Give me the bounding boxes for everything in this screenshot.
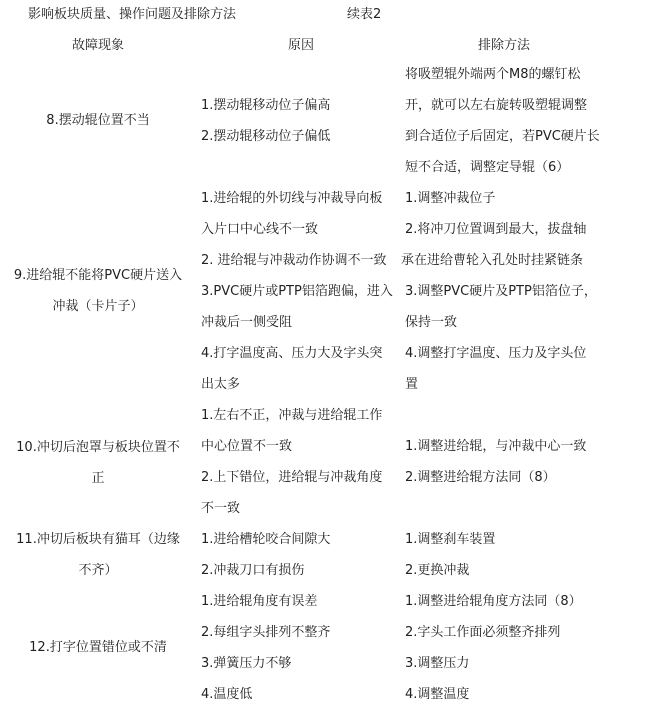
row-10-cause-4: 不一致 <box>201 501 241 516</box>
header-cause: 原因 <box>288 38 315 53</box>
row-9-cause-7: 出太多 <box>201 377 241 392</box>
row-8-solution-3: 到合适位子后固定，若PVC硬片长 <box>405 129 600 144</box>
row-9-symptom-2: 冲裁（卡片子） <box>52 299 144 314</box>
row-9-cause-2: 入片口中心线不一致 <box>201 222 319 237</box>
row-8-solution-4: 短不合适，调整定导辊（6） <box>405 160 570 175</box>
row-9-solution-6: 4.调整打字温度、压力及字头位 <box>405 346 587 361</box>
row-12-cause-4: 4.温度低 <box>201 687 253 702</box>
row-9-solution-2: 2.将冲刀位置调到最大，拔盘轴 <box>405 222 587 237</box>
row-9-solution-5: 保持一致 <box>405 315 458 330</box>
row-12-solution-4: 4.调整温度 <box>405 687 470 702</box>
row-10-solution-1: 1.调整进给辊，与冲裁中心一致 <box>405 439 587 454</box>
row-9-cause-1: 1.进给辊的外切线与冲裁导向板 <box>201 191 383 206</box>
row-11-solution-1: 1.调整刹车装置 <box>405 532 496 547</box>
continuation-label: 续表2 <box>347 7 382 22</box>
row-10-cause-1: 1.左右不正，冲裁与进给辊工作 <box>201 408 383 423</box>
row-9-solution-1: 1.调整冲裁位子 <box>405 191 496 206</box>
row-9-solution-4: 3.调整PVC硬片及PTP铝箔位子， <box>405 284 597 299</box>
row-12-symptom: 12.打字位置错位或不清 <box>29 640 167 655</box>
row-8-solution-1: 将吸塑辊外端两个M8的螺钉松 <box>405 67 581 82</box>
row-9-cause-5: 冲裁后一侧受阻 <box>201 315 293 330</box>
row-12-solution-3: 3.调整压力 <box>405 656 470 671</box>
row-8-cause-1: 1.摆动辊移动位子偏高 <box>201 98 331 113</box>
row-10-cause-3: 2.上下错位，进给辊与冲裁角度 <box>201 470 383 485</box>
document-title: 影响板块质量、操作问题及排除方法 <box>28 7 237 22</box>
row-11-cause-1: 1.进给槽轮咬合间隙大 <box>201 532 331 547</box>
row-9-symptom-1: 9.进给辊不能将PVC硬片送入 <box>13 268 183 283</box>
row-10-solution-2: 2.调整进给辊方法同（8） <box>405 470 556 485</box>
row-11-cause-2: 2.冲裁刀口有损伤 <box>201 563 305 578</box>
row-11-symptom-1: 11.冲切后板块有猫耳（边缘 <box>16 532 180 547</box>
header-solution: 排除方法 <box>478 38 531 53</box>
row-9-cause-4: 3.PVC硬片或PTP铝箔跑偏，进入 <box>201 284 393 299</box>
row-8-symptom: 8.摆动辊位置不当 <box>46 113 150 128</box>
row-8-cause-2: 2.摆动辊移动位子偏低 <box>201 129 331 144</box>
row-11-solution-2: 2.更换冲裁 <box>405 563 470 578</box>
row-12-cause-2: 2.每组字头排列不整齐 <box>201 625 331 640</box>
row-12-solution-2: 2.字头工作面必须整齐排列 <box>405 625 561 640</box>
row-9-solution-7: 置 <box>405 377 419 392</box>
row-8-solution-2: 开，就可以左右旋转吸塑辊调整 <box>405 98 588 113</box>
row-9-cause-3: 2. 进给辊与冲裁动作协调不一致 <box>201 253 387 268</box>
row-12-solution-1: 1.调整进给辊角度方法同（8） <box>405 594 582 609</box>
row-12-cause-1: 1.进给辊角度有误差 <box>201 594 318 609</box>
row-12-cause-3: 3.弹簧压力不够 <box>201 656 292 671</box>
row-9-cause-6: 4.打字温度高、压力大及字头突 <box>201 346 383 361</box>
row-10-symptom-2: 正 <box>91 471 105 486</box>
header-symptom: 故障现象 <box>71 38 124 53</box>
row-9-solution-3: 承在进给曹轮入孔处时挂紧链条 <box>401 253 584 268</box>
row-11-symptom-2: 不齐） <box>78 563 118 578</box>
row-10-symptom-1: 10.冲切后泡罩与板块位置不 <box>16 440 180 455</box>
row-10-cause-2: 中心位置不一致 <box>201 439 293 454</box>
